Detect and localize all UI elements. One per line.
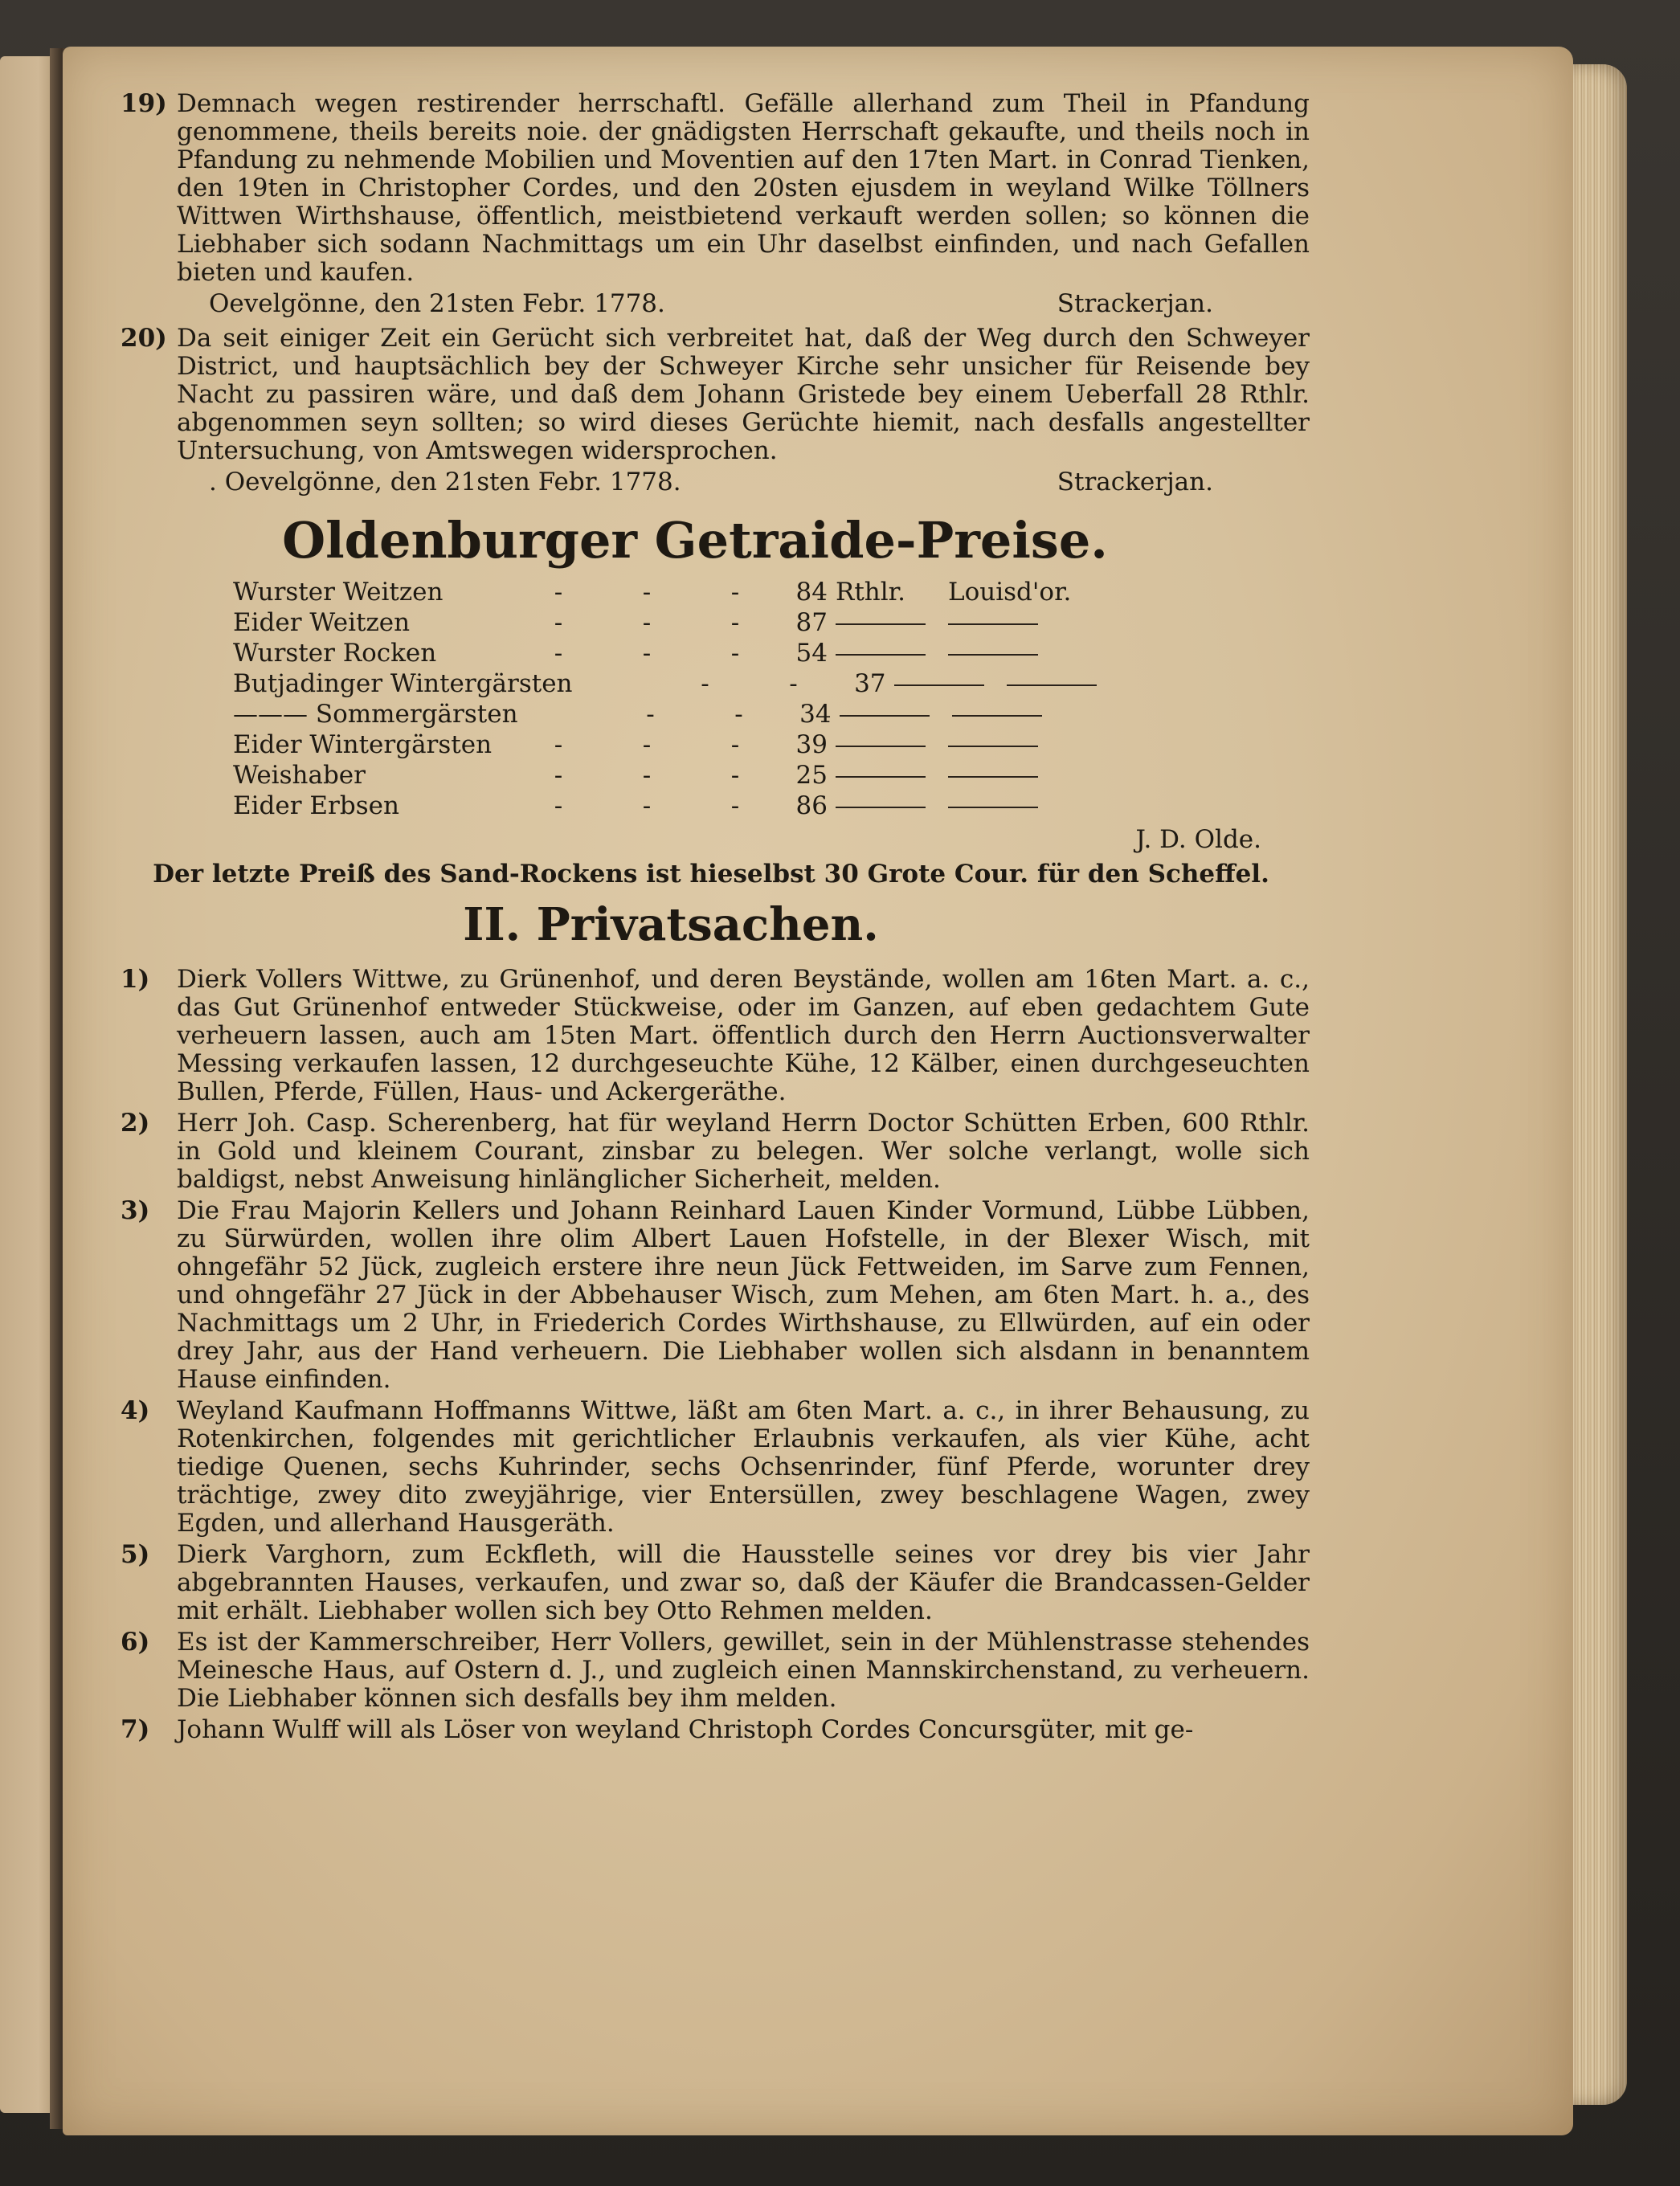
notice-19-signature-line	[129, 290, 1310, 318]
grain-label: Weishaber	[233, 761, 366, 790]
leader-dash: -	[642, 639, 652, 668]
leader-dash: -	[734, 700, 743, 729]
leader-dash: -	[554, 639, 563, 668]
price-row	[233, 609, 1277, 639]
private-item	[121, 1196, 1310, 1394]
ditto-rule	[828, 731, 940, 759]
item-text: Es ist der Kammerschreiber, Herr Vollers, gewillet, sein in der Mühlenstrasse stehendes Meinesche Haus, auf Ostern d. J., und zugleich einen Mannskirchenstand, zu verheuern. Die Liebhaber können sich desfalls bey ihm melden.	[177, 1628, 1310, 1713]
price-value: 86	[795, 791, 828, 820]
leader-dash: -	[554, 730, 563, 759]
item-number: 3)	[121, 1196, 150, 1225]
ditto-rule	[828, 762, 940, 790]
signature: Strackerjan.	[1057, 468, 1213, 496]
leader-dash: -	[730, 639, 740, 668]
ditto-rule	[886, 670, 999, 698]
leader-dash: -	[730, 608, 740, 637]
item-number: 4)	[121, 1396, 150, 1425]
leader-dash: -	[554, 608, 563, 637]
private-item	[121, 1628, 1310, 1713]
leader-dash: -	[642, 578, 652, 607]
sand-rocken-note: Der letzte Preiß des Sand-Rockens ist hieselbst 30 Grote Cour. für den Scheffel.	[153, 860, 1269, 889]
price-value: 34	[799, 700, 832, 729]
price-value: 37	[854, 669, 886, 698]
item-text: Weyland Kaufmann Hoffmanns Wittwe, läßt am 6ten Mart. a. c., in ihrer Behausung, zu Rotenkirchen, folgendes mit gerichtlicher Erlaubnis verkaufen, als vier Kühe, acht tiedige Quenen, sechs Kuhrinder, sechs Ochsenrinder, fünf Pferde, worunter drey trächtige, zwey dito zweyjährige, vier Entersüllen, zwey beschlagene Wagen, zwey Egden, und allerhand Hausgeräth.	[177, 1396, 1310, 1538]
leader-dash: -	[789, 669, 798, 698]
price-row	[233, 792, 1277, 823]
leader-dash: -	[554, 761, 563, 790]
grain-label: Eider Weitzen	[233, 608, 411, 637]
grain-label: Butjadinger Wintergärsten	[233, 669, 573, 698]
ditto-rule	[940, 762, 1061, 790]
price-value: 54	[795, 639, 828, 668]
notice-19	[121, 89, 1310, 287]
leader-dash: -	[642, 730, 652, 759]
private-item	[121, 1396, 1310, 1538]
item-number: 7)	[121, 1715, 150, 1744]
leader-dash: -	[701, 669, 709, 698]
signature: Strackerjan.	[1057, 289, 1213, 318]
notice-number: 20)	[121, 324, 167, 353]
grain-label: ——— Sommergärsten	[233, 700, 518, 729]
grain-price-table	[233, 578, 1277, 854]
price-row	[233, 762, 1277, 792]
leader-dash: -	[646, 700, 655, 729]
leader-dash: -	[730, 761, 740, 790]
item-number: 5)	[121, 1540, 150, 1569]
ditto-rule	[940, 639, 1061, 668]
private-item	[121, 965, 1310, 1106]
grain-label: Eider Wintergärsten	[233, 730, 493, 759]
price-row	[233, 731, 1277, 762]
leader-dash: -	[730, 730, 740, 759]
ditto-rule	[940, 731, 1061, 759]
notice-text: Da seit einiger Zeit ein Gerücht sich verbreitet hat, daß der Weg durch den Schweyer District, und hauptsächlich bey der Schweyer Kirche sehr unsicher für Reisende bey Nacht zu passiren wäre, und daß dem Johann Gristede bey einem Ueberfall 28 Rthlr. abgenommen seyn sollten; so wird dieses Gerüchte hiemit, nach desfalls angestellter Untersuchung, von Amtswegen widersprochen.	[177, 324, 1310, 465]
item-number: 2)	[121, 1109, 150, 1138]
item-text: Die Frau Majorin Kellers und Johann Reinhard Lauen Kinder Vormund, Lübbe Lübben, zu Sürwürden, wollen ihre olim Albert Lauen Hofstelle, in der Blexer Wisch, mit ohngefähr 52 Jück, zugleich erstere ihre neun Jück Fettweiden, im Sarve zum Fennen, und ohngefähr 27 Jück in der Abbehauser Wisch, zum Mehen, am 6ten Mart. h. a., des Nachmittags um 2 Uhr, in Friederich Cordes Wirthshause, zu Ellwürden, auf ein oder drey Jahr, aus der Hand verheuern. Die Liebhaber wollen sich alsdann in benanntem Hause einfinden.	[177, 1196, 1310, 1394]
private-item	[121, 1715, 1310, 1744]
item-number: 6)	[121, 1628, 150, 1657]
price-value: 39	[795, 730, 828, 759]
notice-text: Demnach wegen restirender herrschaftl. Gefälle allerhand zum Theil in Pfandung genommene, theils bereits noie. der gnädigsten Herrschaft gekaufte, und theils noch in Pfandung zu nehmende Mobilien und Moventien auf den 17ten Mart. in Conrad Tienken, den 19ten in Christopher Cordes, und den 20sten ejusdem in weyland Wilke Töllners Wittwen Wirthshause, öffentlich, meistbietend verkauft werden sollen; so können die Liebhaber sich sodann Nachmittags um ein Uhr daselbst einfinden, und nach Gefallen bieten und kaufen.	[177, 89, 1310, 287]
ditto-rule	[940, 792, 1061, 820]
notice-20	[121, 324, 1310, 465]
leader-dash: -	[642, 761, 652, 790]
section-title: II. Privatsachen.	[463, 898, 879, 951]
unit-louisdor: Louisd'or.	[948, 578, 1072, 607]
unit-rthlr: Rthlr.	[836, 578, 905, 607]
ditto-rule	[828, 639, 940, 668]
price-row	[233, 639, 1277, 670]
private-item	[121, 1540, 1310, 1625]
price-signature: J. D. Olde.	[1135, 825, 1261, 854]
item-text: Dierk Vollers Wittwe, zu Grünenhof, und deren Beystände, wollen am 16ten Mart. a. c., das Gut Grünenhof entweder Stückweise, oder im Ganzen, auf eben gedachtem Gute verheuern lassen, auch am 15ten Mart. öffentlich durch den Herrn Auctionsverwalter Messing verkaufen lassen, 12 durchgeseuchte Kühe, 12 Kälber, einen durchgeseuchten Bullen, Pferde, Füllen, Haus- und Ackergeräthe.	[177, 965, 1310, 1106]
leader-dash: -	[554, 578, 563, 607]
ditto-rule	[944, 701, 1065, 729]
leader-dash: -	[554, 791, 563, 820]
price-value: 87	[795, 608, 828, 637]
item-text: Herr Joh. Casp. Scherenberg, hat für weyland Herrn Doctor Schütten Erben, 600 Rthlr. in Gold und kleinem Courant, zinsbar zu belegen. Wer solche verlangt, wolle sich baldigst, nebst Anweisung hinlänglicher Sicherheit, melden.	[177, 1109, 1310, 1194]
place-date: . Oevelgönne, den 21sten Febr. 1778.	[209, 468, 681, 496]
private-item	[121, 1109, 1310, 1194]
ditto-rule	[828, 792, 940, 820]
grain-label: Wurster Rocken	[233, 639, 437, 668]
leader-dash: -	[642, 608, 652, 637]
item-text: Dierk Varghorn, zum Eckfleth, will die Hausstelle seines vor drey bis vier Jahr abgebrannten Hauses, verkaufen, und zwar so, daß der Käufer die Brandcassen-Gelder mit erhält. Liebhaber wollen sich bey Otto Rehmen melden.	[177, 1540, 1310, 1625]
grain-label: Eider Erbsen	[233, 791, 399, 820]
price-row	[233, 701, 1277, 731]
grain-label: Wurster Weitzen	[233, 578, 444, 607]
notice-number: 19)	[121, 89, 167, 118]
item-text: Johann Wulff will als Löser von weyland Christoph Cordes Concursgüter, mit ge-	[177, 1715, 1194, 1744]
grain-prices-heading: Oldenburger Getraide-Preise.	[282, 511, 1108, 570]
leader-dash: -	[730, 791, 740, 820]
price-row	[233, 670, 1277, 701]
place-date: Oevelgönne, den 21sten Febr. 1778.	[209, 289, 665, 318]
ditto-rule	[999, 670, 1119, 698]
leader-dash: -	[730, 578, 740, 607]
ditto-rule	[940, 609, 1061, 637]
ditto-rule	[828, 609, 940, 637]
price-value: 25	[795, 761, 828, 790]
ditto-rule	[832, 701, 944, 729]
leader-dash: -	[642, 791, 652, 820]
price-value: 84	[795, 578, 828, 607]
price-row	[233, 578, 1277, 609]
notice-20-signature-line	[129, 468, 1310, 496]
page-text	[121, 89, 1310, 1747]
item-number: 1)	[121, 965, 150, 994]
